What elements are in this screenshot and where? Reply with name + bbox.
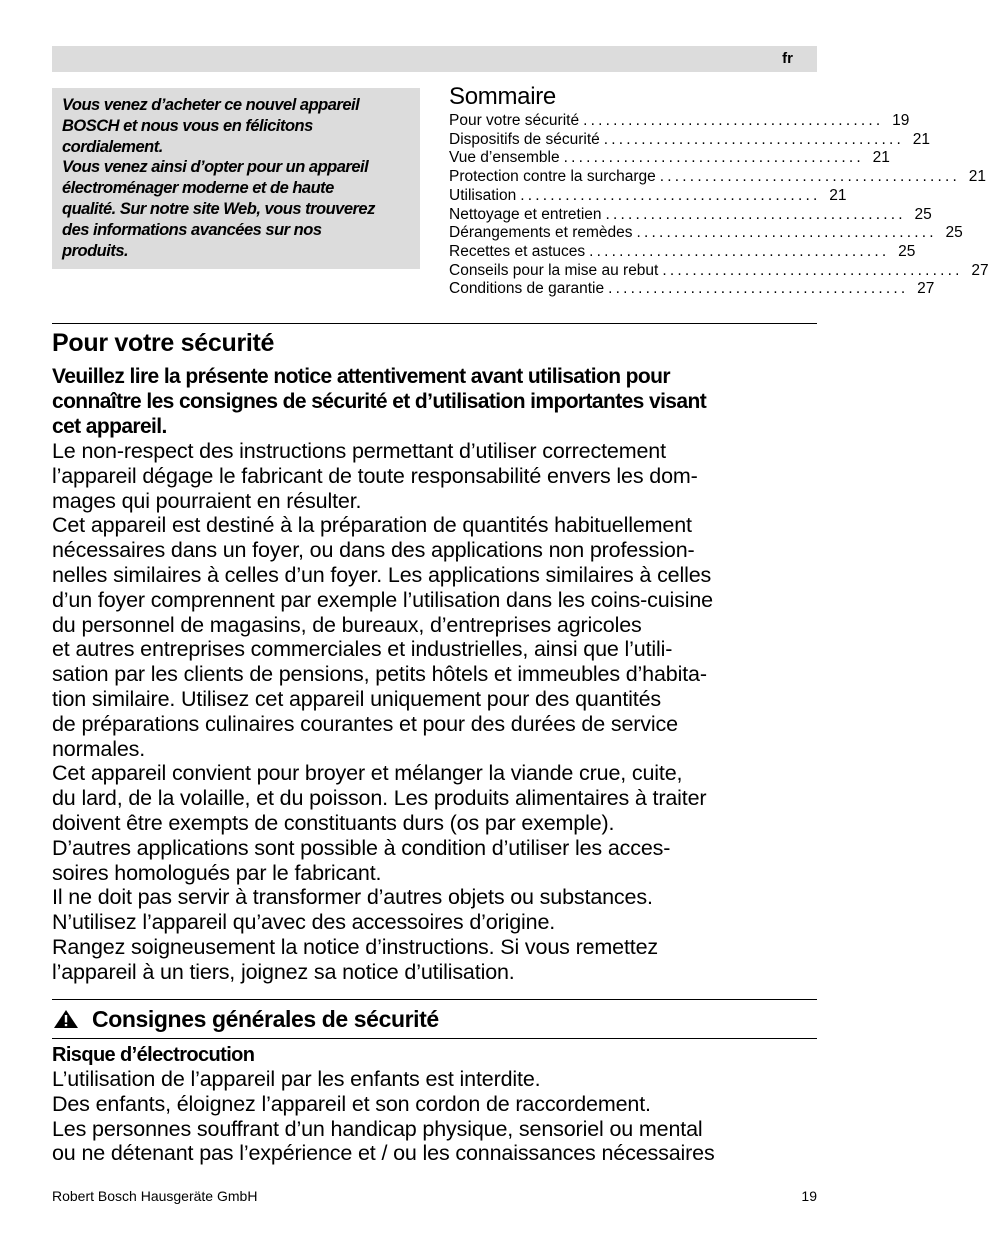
toc-item	[449, 224, 963, 243]
toc-item-label: Dérangements et remèdes	[449, 224, 633, 242]
body-line: Cet appareil est destiné à la préparation de quantités habituellement	[52, 513, 692, 538]
toc-item-page: 25	[914, 205, 932, 223]
toc-item-page: 25	[945, 224, 963, 242]
toc-leader-dots: ........................................	[636, 224, 937, 242]
language-code: fr	[782, 50, 793, 67]
intro-line: électroménager moderne et de haute	[62, 179, 334, 198]
lead-line: cet appareil.	[52, 415, 167, 438]
intro-line: des informations avancées sur nos	[62, 220, 322, 239]
body-line: Cet appareil convient pour broyer et mélanger la viande crue, cuite,	[52, 761, 683, 786]
toc-item-label: Utilisation	[449, 186, 517, 204]
toc-list	[449, 112, 989, 299]
table-of-contents	[449, 83, 989, 299]
safety-paragraph	[52, 1067, 822, 1166]
body-line: mages qui pourraient en résulter.	[52, 488, 362, 513]
body-line: soires homologués par le fabricant.	[52, 860, 382, 885]
toc-item-page: 27	[917, 280, 935, 298]
section-title: Pour votre sécurité	[52, 329, 275, 357]
toc-item-label: Dispositifs de sécurité	[449, 130, 600, 148]
body-paragraph	[52, 439, 822, 985]
toc-item-label: Conseils pour la mise au rebut	[449, 261, 659, 279]
language-bar	[52, 46, 817, 72]
toc-leader-dots: ........................................	[608, 280, 909, 298]
lead-line: Veuillez lire la présente notice attentivement avant utilisation pour	[52, 365, 670, 388]
intro-line: Vous venez ainsi d’opter pour un appareil	[62, 158, 369, 177]
toc-item-label: Conditions de garantie	[449, 280, 605, 298]
toc-item-label: Protection contre la surcharge	[449, 168, 656, 186]
section-divider	[52, 999, 817, 1000]
warning-triangle-icon	[52, 1009, 80, 1029]
body-line: nelles similaires à celles d’un foyer. Les applications similaires à celles	[52, 562, 712, 587]
toc-title: Sommaire	[449, 83, 556, 110]
intro-line: qualité. Sur notre site Web, vous trouverez	[62, 199, 375, 218]
toc-item	[449, 149, 890, 168]
body-line: D’autres applications sont possible à condition d’utiliser les acces-	[52, 835, 671, 860]
toc-item-page: 21	[912, 130, 931, 148]
safety-line: Des enfants, éloignez l’appareil et son cordon de raccordement.	[52, 1091, 651, 1116]
body-line: Le non-respect des instructions permettant d’utiliser correctement	[52, 439, 666, 463]
toc-leader-dots: ........................................	[605, 205, 906, 223]
toc-item-page: 19	[892, 112, 910, 129]
body-line: l’appareil à un tiers, joignez sa notice d’utilisation.	[52, 959, 515, 984]
toc-leader-dots: ........................................	[520, 186, 821, 204]
toc-leader-dots: ........................................	[583, 112, 884, 129]
intro-line: cordialement.	[62, 137, 163, 156]
safety-section	[52, 1043, 822, 1166]
toc-leader-dots: ........................................	[563, 149, 864, 167]
toc-item-label: Nettoyage et entretien	[449, 205, 602, 223]
toc-item-page: 25	[898, 242, 916, 260]
footer-page-number: 19	[801, 1188, 817, 1204]
body-line: du personnel de magasins, de bureaux, d’entreprises agricoles	[52, 612, 642, 637]
toc-item-page: 21	[872, 149, 890, 167]
body-line: N’utilisez l’appareil qu’avec des accessoires d’origine.	[52, 910, 556, 935]
body-line: tion similaire. Utilisez cet appareil uniquement pour des quantités	[52, 686, 661, 711]
safety-line: ou ne détenant pas l’expérience et / ou les connaissances nécessaires	[52, 1141, 715, 1166]
subsection-title	[52, 1005, 439, 1033]
intro-line: BOSCH et nous vous en félicitons	[62, 116, 313, 135]
toc-item-label: Recettes et astuces	[449, 242, 586, 260]
toc-leader-dots: ........................................	[589, 242, 890, 260]
body-line: et autres entreprises commerciales et industrielles, ainsi que l’utili-	[52, 637, 673, 662]
toc-item-page: 21	[829, 186, 847, 204]
body-line: nécessaires dans un foyer, ou dans des applications non profession-	[52, 538, 695, 563]
lead-line: connaître les consignes de sécurité et d’utilisation importantes visant	[52, 390, 707, 413]
toc-item	[449, 168, 987, 187]
toc-item	[449, 280, 935, 299]
body-line: du lard, de la volaille, et du poisson. Les produits alimentaires à traiter	[52, 786, 707, 811]
section-body	[52, 364, 822, 985]
body-line: sation par les clients de pensions, petits hôtels et immeubles d’habita-	[52, 662, 707, 687]
footer-company: Robert Bosch Hausgeräte GmbH	[52, 1188, 258, 1204]
toc-item-label: Vue d’ensemble	[449, 149, 560, 167]
body-line: normales.	[52, 736, 146, 761]
safety-line: L’utilisation de l’appareil par les enfants est interdite.	[52, 1067, 541, 1091]
toc-item	[449, 261, 989, 281]
toc-item-page: 27	[971, 261, 989, 279]
toc-item	[449, 186, 847, 206]
toc-item	[449, 205, 932, 225]
intro-line: produits.	[62, 241, 129, 260]
section-divider	[52, 323, 817, 324]
body-line: Il ne doit pas servir à transformer d’autres objets ou substances.	[52, 885, 653, 910]
body-line: de préparations culinaires courantes et pour des durées de service	[52, 711, 678, 736]
toc-item	[449, 242, 916, 262]
intro-box	[52, 88, 420, 269]
subsection-title-text: Consignes générales de sécurité	[92, 1006, 439, 1032]
toc-leader-dots: ........................................	[662, 261, 963, 279]
body-line: Rangez soigneusement la notice d’instructions. Si vous remettez	[52, 934, 659, 959]
intro-line: Vous venez d’acheter ce nouvel appareil	[62, 96, 360, 114]
toc-leader-dots: ........................................	[603, 130, 905, 148]
lead-paragraph	[52, 364, 822, 439]
toc-item	[449, 130, 931, 150]
toc-leader-dots: ........................................	[659, 168, 961, 186]
body-line: l’appareil dégage le fabricant de toute responsabilité envers les dom-	[52, 463, 698, 488]
safety-line: Les personnes souffrant d’un handicap physique, sensoriel ou mental	[52, 1116, 703, 1141]
toc-item-page: 21	[968, 168, 987, 186]
toc-item	[449, 112, 910, 131]
body-line: d’un foyer comprennent par exemple l’utilisation dans les coins-cuisine	[52, 587, 713, 612]
body-line: doivent être exempts de constituants durs (os par exemple).	[52, 810, 615, 835]
section-divider	[52, 1038, 817, 1039]
safety-subheading: Risque d’électrocution	[52, 1044, 255, 1066]
toc-item-label: Pour votre sécurité	[449, 112, 580, 129]
